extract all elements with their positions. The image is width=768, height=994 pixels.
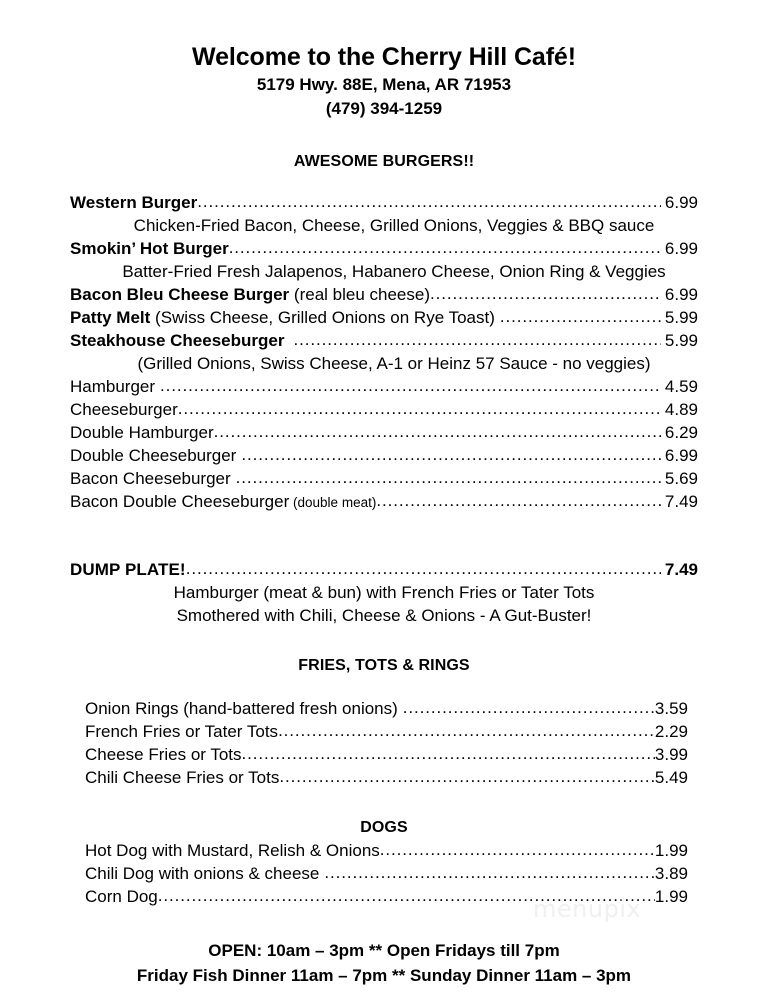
hours-block — [0, 938, 768, 988]
dotted-leader — [186, 557, 661, 580]
menu-item-row — [85, 839, 688, 862]
menu-item-row — [85, 862, 688, 885]
menu-item-row — [70, 444, 698, 467]
menu-item-row — [70, 375, 698, 398]
dotted-leader — [278, 719, 655, 742]
menu-item-row — [70, 558, 698, 581]
menu-item-row — [85, 766, 688, 789]
dotted-leader — [500, 305, 661, 328]
item-price: 3.89 — [654, 864, 688, 883]
item-price: 2.29 — [654, 722, 688, 741]
item-price: 7.49 — [664, 560, 698, 579]
dotted-leader — [376, 489, 661, 512]
item-name: Corn Dog — [85, 887, 158, 906]
menu-item-row — [85, 743, 688, 766]
dotted-leader — [430, 282, 661, 305]
dotted-leader — [293, 328, 660, 351]
section-heading-dogs: DOGS — [360, 819, 408, 836]
burgers-item-list — [0, 191, 768, 514]
item-note-text: (double meat) — [293, 495, 377, 510]
menu-item-row — [85, 720, 688, 743]
item-name: Double Hamburger — [70, 423, 214, 442]
item-price: 5.49 — [654, 768, 688, 787]
item-price: 5.99 — [664, 331, 698, 350]
item-note-text: (Swiss Cheese, Grilled Onions on Rye Toast) — [155, 308, 495, 327]
item-name: French Fries or Tater Tots — [85, 722, 279, 741]
menu-item-row — [70, 191, 698, 214]
menu-header — [0, 0, 768, 121]
item-name: Double Cheeseburger — [70, 446, 237, 465]
item-description: Smothered with Chili, Cheese & Onions - A Gut-Buster! — [176, 606, 592, 625]
item-name: Cheeseburger — [70, 400, 178, 419]
menu-item-row — [70, 306, 698, 329]
menu-item-row — [70, 398, 698, 421]
hours-line-1: OPEN: 10am – 3pm ** Open Fridays till 7pm — [208, 941, 560, 960]
item-price: 6.29 — [664, 423, 698, 442]
item-price: 1.99 — [654, 841, 688, 860]
section-heading-burgers: AWESOME BURGERS!! — [293, 153, 475, 170]
item-name: DUMP PLATE! — [70, 560, 186, 579]
item-price: 6.99 — [664, 193, 698, 212]
item-name: Hot Dog with Mustard, Relish & Onions — [85, 841, 380, 860]
item-price: 3.99 — [654, 745, 688, 764]
cafe-address: 5179 Hwy. 88E, Mena, AR 71953 — [256, 75, 512, 94]
item-price: 4.89 — [664, 400, 698, 419]
menu-item-row — [85, 697, 688, 720]
item-price: 7.49 — [664, 492, 698, 511]
dump-plate-block — [0, 558, 768, 627]
dogs-item-list — [0, 839, 768, 908]
item-name: Chili Cheese Fries or Tots — [85, 768, 280, 787]
section-heading-fries: FRIES, TOTS & RINGS — [298, 657, 470, 674]
dotted-leader — [241, 443, 661, 466]
item-price: 6.99 — [664, 446, 698, 465]
dotted-leader — [324, 861, 655, 884]
item-price: 5.99 — [664, 308, 698, 327]
item-price: 6.99 — [664, 239, 698, 258]
item-price: 1.99 — [654, 887, 688, 906]
hours-line-2: Friday Fish Dinner 11am – 7pm ** Sunday Dinner 11am – 3pm — [136, 966, 632, 985]
dotted-leader — [229, 236, 661, 259]
dotted-leader — [236, 466, 661, 489]
menu-item-row — [70, 237, 698, 260]
item-name: Smokin’ Hot Burger — [70, 239, 229, 258]
item-name: Bacon Double Cheeseburger — [70, 492, 290, 511]
item-name: Steakhouse Cheeseburger — [70, 331, 285, 350]
item-price: 3.59 — [654, 699, 688, 718]
menu-item-row — [70, 490, 698, 514]
cafe-phone: (479) 394-1259 — [325, 99, 443, 118]
item-name: Hamburger — [70, 377, 156, 396]
menupix-watermark: menupix — [533, 895, 642, 923]
item-description: Batter-Fried Fresh Jalapenos, Habanero Cheese, Onion Ring & Veggies — [122, 262, 666, 281]
dotted-leader — [279, 765, 655, 788]
menu-item-row — [70, 467, 698, 490]
menu-item-row — [70, 421, 698, 444]
item-price: 5.69 — [664, 469, 698, 488]
dotted-leader — [178, 397, 661, 420]
fries-item-list — [0, 697, 768, 789]
dotted-leader — [214, 420, 661, 443]
item-price: 6.99 — [664, 285, 698, 304]
page-title: Welcome to the Cherry Hill Café! — [192, 43, 576, 71]
menu-item-row — [70, 329, 698, 352]
item-description: Hamburger (meat & bun) with French Fries or Tater Tots — [173, 583, 595, 602]
item-price: 4.59 — [664, 377, 698, 396]
dotted-leader — [403, 696, 655, 719]
item-name: Western Burger — [70, 193, 198, 212]
item-note-text: (real bleu cheese) — [293, 285, 430, 304]
item-name: Bacon Bleu Cheese Burger — [70, 285, 290, 304]
item-name: Bacon Cheeseburger — [70, 469, 231, 488]
dotted-leader — [242, 742, 655, 765]
item-name: Cheese Fries or Tots — [85, 745, 242, 764]
item-description: Chicken-Fried Bacon, Cheese, Grilled Onions, Veggies & BBQ sauce — [133, 216, 655, 235]
item-name: Chili Dog with onions & cheese — [85, 864, 320, 883]
dotted-leader — [160, 374, 661, 397]
dotted-leader — [380, 838, 655, 861]
item-name: Onion Rings (hand-battered fresh onions) — [85, 699, 398, 718]
menu-item-row — [70, 283, 698, 306]
dotted-leader — [197, 190, 661, 213]
item-name: Patty Melt — [70, 308, 151, 327]
item-description: (Grilled Onions, Swiss Cheese, A-1 or Heinz 57 Sauce - no veggies) — [137, 354, 651, 373]
